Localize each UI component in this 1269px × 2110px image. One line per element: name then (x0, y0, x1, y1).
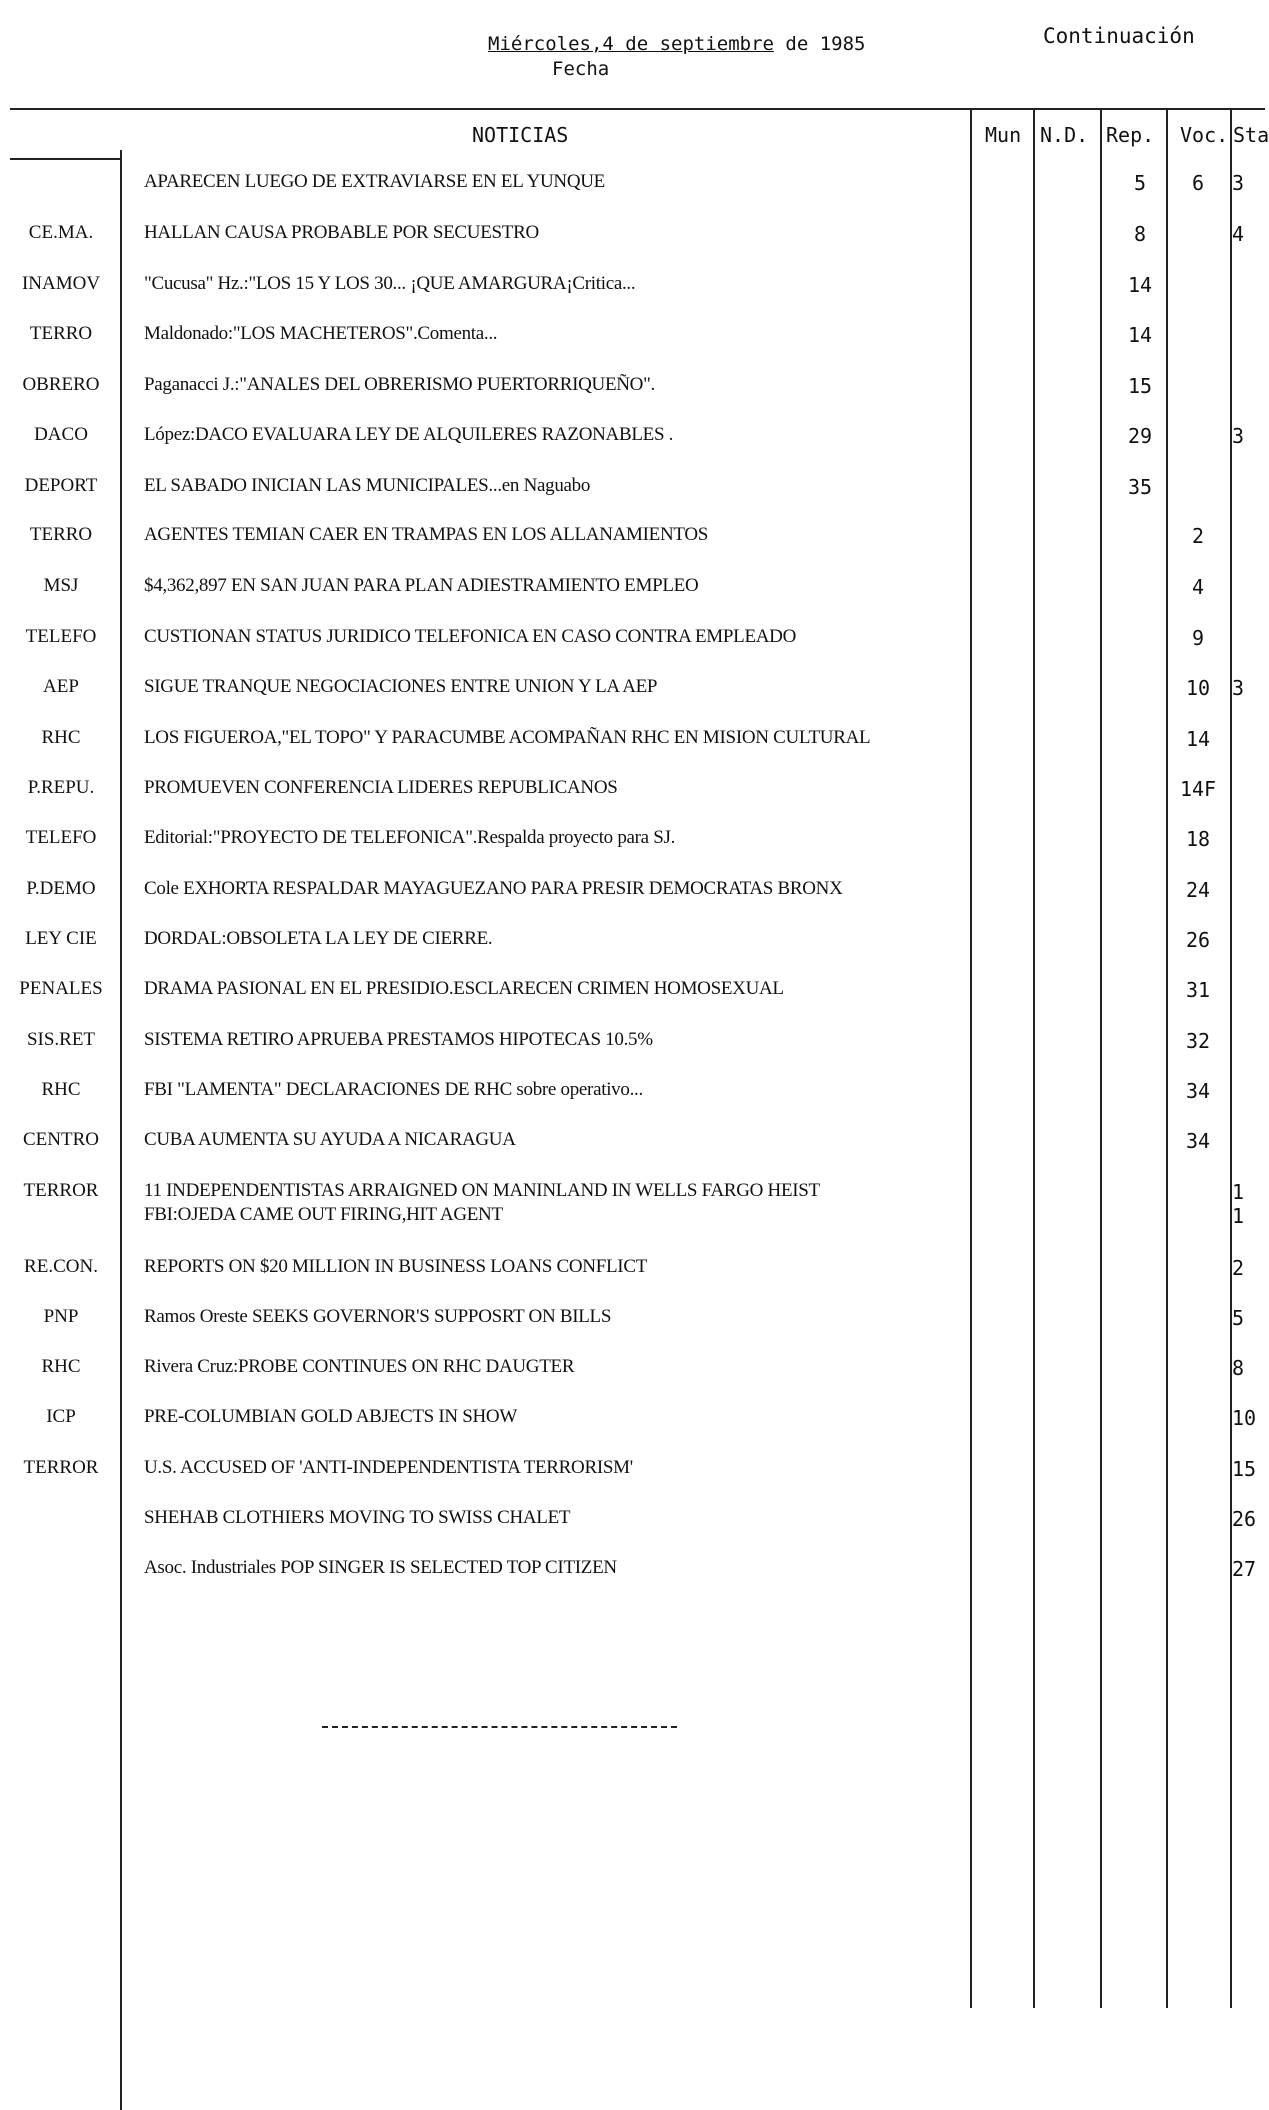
row-title: REPORTS ON $20 MILLION IN BUSINESS LOANS CONFLICT (144, 1256, 647, 1277)
row-code: CE.MA. (28, 222, 94, 243)
row-title: HALLAN CAUSA PROBABLE POR SECUESTRO (144, 222, 539, 243)
table-row (0, 463, 1265, 509)
row-voc-page: 18 (1185, 827, 1211, 851)
table-row (0, 311, 1265, 357)
row-sta-page: 27 (1232, 1557, 1257, 1581)
row-title: U.S. ACCUSED OF 'ANTI-INDEPENDENTISTA TERRORISM' (144, 1457, 633, 1478)
row-code: PNP (43, 1306, 79, 1327)
row-title: PRE-COLUMBIAN GOLD ABJECTS IN SHOW (144, 1406, 517, 1427)
row-title: López:DACO EVALUARA LEY DE ALQUILERES RAZONABLES . (144, 424, 674, 445)
row-sta-page: 26 (1232, 1507, 1257, 1531)
row-code: RHC (41, 1079, 81, 1100)
row-code: DACO (34, 424, 88, 445)
row-title: Ramos Oreste SEEKS GOVERNOR'S SUPPOSRT ON BILLS (144, 1306, 612, 1327)
row-sta-page: 8 (1232, 1356, 1245, 1380)
table-row (0, 614, 1265, 660)
row-voc-page: 9 (1191, 626, 1205, 650)
continuation-label: Continuación (1043, 24, 1195, 48)
row-code: SIS.RET (26, 1029, 96, 1050)
table-row (0, 1445, 1265, 1491)
row-voc-page: 14F (1179, 777, 1217, 801)
row-voc-page: 4 (1191, 575, 1205, 599)
row-title: EL SABADO INICIAN LAS MUNICIPALES...en Naguabo (144, 475, 591, 496)
row-voc-page: 10 (1185, 676, 1211, 700)
table-top-rule (10, 108, 1265, 110)
row-sta-page: 5 (1232, 1306, 1245, 1330)
header-date-rest: de 1985 (773, 33, 866, 55)
table-row (0, 1017, 1265, 1063)
table-row (0, 159, 1265, 205)
footer-dashed-rule (322, 1726, 677, 1728)
row-title: PROMUEVEN CONFERENCIA LIDERES REPUBLICANOS (144, 777, 618, 798)
row-code: INAMOV (21, 273, 101, 294)
row-rep-page: 14 (1127, 273, 1153, 297)
row-voc-page: 32 (1185, 1029, 1211, 1053)
row-code: TERRO (29, 524, 93, 545)
row-title-second-line: FBI:OJEDA CAME OUT FIRING,HIT AGENT (144, 1204, 503, 1225)
row-voc-page: 24 (1185, 878, 1211, 902)
table-row (0, 715, 1265, 761)
col-noticias: NOTICIAS (472, 123, 569, 147)
table-row (0, 563, 1265, 609)
table-row (0, 1244, 1265, 1290)
col-mun: Mun (985, 123, 1022, 147)
row-code: RHC (41, 1356, 81, 1377)
row-voc-page: 31 (1185, 978, 1211, 1002)
row-title: Paganacci J.:"ANALES DEL OBRERISMO PUERTORRIQUEÑO". (144, 374, 655, 395)
row-code: MSJ (43, 575, 79, 596)
row-title: SISTEMA RETIRO APRUEBA PRESTAMOS HIPOTECAS 10.5% (144, 1029, 653, 1050)
row-title: Rivera Cruz:PROBE CONTINUES ON RHC DAUGTER (144, 1356, 575, 1377)
table-row (0, 815, 1265, 861)
table-row (0, 664, 1265, 710)
row-title: Cole EXHORTA RESPALDAR MAYAGUEZANO PARA PRESIR DEMOCRATAS BRONX (144, 878, 843, 899)
table-row (0, 1067, 1265, 1113)
table-row (0, 916, 1265, 962)
row-title: LOS FIGUEROA,"EL TOPO" Y PARACUMBE ACOMPAÑAN RHC EN MISION CULTURAL (144, 727, 871, 748)
row-voc-page: 2 (1191, 524, 1205, 548)
row-title: DORDAL:OBSOLETA LA LEY DE CIERRE. (144, 928, 493, 949)
row-sta-page: 10 (1232, 1406, 1257, 1430)
col-sta: Sta (1233, 123, 1269, 147)
row-sta-page: 2 (1232, 1256, 1245, 1280)
row-voc-page: 14 (1185, 727, 1211, 751)
row-code: TERRO (29, 323, 93, 344)
row-code: LEY CIE (25, 928, 97, 949)
col-voc: Voc. (1180, 123, 1229, 147)
table-row (0, 512, 1265, 558)
col-nd: N.D. (1040, 123, 1089, 147)
table-row (0, 261, 1265, 307)
row-title: FBI "LAMENTA" DECLARACIONES DE RHC sobre operativo... (144, 1079, 643, 1100)
row-title: $4,362,897 EN SAN JUAN PARA PLAN ADIESTRAMIENTO EMPLEO (144, 575, 699, 596)
row-code: TELEFO (25, 827, 97, 848)
row-sta-page: 1 (1232, 1180, 1245, 1204)
row-title: Maldonado:"LOS MACHETEROS".Comenta... (144, 323, 498, 344)
table-row (0, 1117, 1265, 1163)
row-rep-page: 29 (1127, 424, 1153, 448)
row-code: DEPORT (24, 475, 98, 496)
table-row (0, 966, 1265, 1012)
row-code: PENALES (19, 978, 103, 999)
table-row (0, 1495, 1265, 1541)
row-rep-page: 8 (1133, 222, 1147, 246)
row-title: "Cucusa" Hz.:"LOS 15 Y LOS 30... ¡QUE AMARGURA¡Critica... (144, 273, 636, 294)
table-row (0, 1344, 1265, 1390)
row-title: SIGUE TRANQUE NEGOCIACIONES ENTRE UNION Y LA AEP (144, 676, 658, 697)
table-row (0, 362, 1265, 408)
row-title: CUBA AUMENTA SU AYUDA A NICARAGUA (144, 1129, 516, 1150)
row-title: Asoc. Industriales POP SINGER IS SELECTED TOP CITIZEN (144, 1557, 617, 1578)
row-sta-page: 3 (1232, 424, 1245, 448)
row-sta-page: 3 (1232, 171, 1245, 195)
table-row (0, 1168, 1265, 1228)
row-title: DRAMA PASIONAL EN EL PRESIDIO.ESCLARECEN CRIMEN HOMOSEXUAL (144, 978, 784, 999)
table-row (0, 866, 1265, 912)
row-rep-page: 15 (1127, 374, 1153, 398)
row-sta-page-second-line: 1 (1232, 1204, 1245, 1228)
table-row (0, 1294, 1265, 1340)
row-rep-page: 35 (1127, 475, 1153, 499)
table-row (0, 765, 1265, 811)
col-rep: Rep. (1106, 123, 1155, 147)
table-row (0, 210, 1265, 256)
header-date-underlined: Miércoles,4 de septiembre (488, 33, 774, 55)
row-code: RE.CON. (24, 1256, 98, 1277)
row-sta-page: 15 (1232, 1457, 1257, 1481)
table-row (0, 1545, 1265, 1591)
row-code: TELEFO (25, 626, 97, 647)
row-code: ICP (46, 1406, 76, 1427)
header-date (488, 33, 866, 55)
row-code: RHC (41, 727, 81, 748)
row-voc-page: 34 (1185, 1129, 1211, 1153)
row-title: CUSTIONAN STATUS JURIDICO TELEFONICA EN CASO CONTRA EMPLEADO (144, 626, 797, 647)
row-code: CENTRO (23, 1129, 99, 1150)
row-title: SHEHAB CLOTHIERS MOVING TO SWISS CHALET (144, 1507, 571, 1528)
row-code: P.DEMO (26, 878, 96, 899)
row-voc-page: 34 (1185, 1079, 1211, 1103)
row-title: Editorial:"PROYECTO DE TELEFONICA".Respalda proyecto para SJ. (144, 827, 676, 848)
table-row (0, 1394, 1265, 1440)
row-title: APARECEN LUEGO DE EXTRAVIARSE EN EL YUNQUE (144, 171, 605, 192)
row-code: OBRERO (22, 374, 100, 395)
row-title: AGENTES TEMIAN CAER EN TRAMPAS EN LOS ALLANAMIENTOS (144, 524, 709, 545)
row-title: 11 INDEPENDENTISTAS ARRAIGNED ON MANINLAND IN WELLS FARGO HEIST (144, 1180, 820, 1201)
row-rep-page: 5 (1133, 171, 1147, 195)
row-code: TERROR (23, 1457, 99, 1478)
row-sta-page: 4 (1232, 222, 1245, 246)
row-code: TERROR (23, 1180, 99, 1201)
row-sta-page: 3 (1232, 676, 1245, 700)
row-code: AEP (43, 676, 79, 697)
row-voc-page: 6 (1191, 171, 1205, 195)
fecha-label: Fecha (552, 58, 610, 80)
row-rep-page: 14 (1127, 323, 1153, 347)
row-voc-page: 26 (1185, 928, 1211, 952)
table-row (0, 412, 1265, 458)
row-code: P.REPU. (27, 777, 95, 798)
